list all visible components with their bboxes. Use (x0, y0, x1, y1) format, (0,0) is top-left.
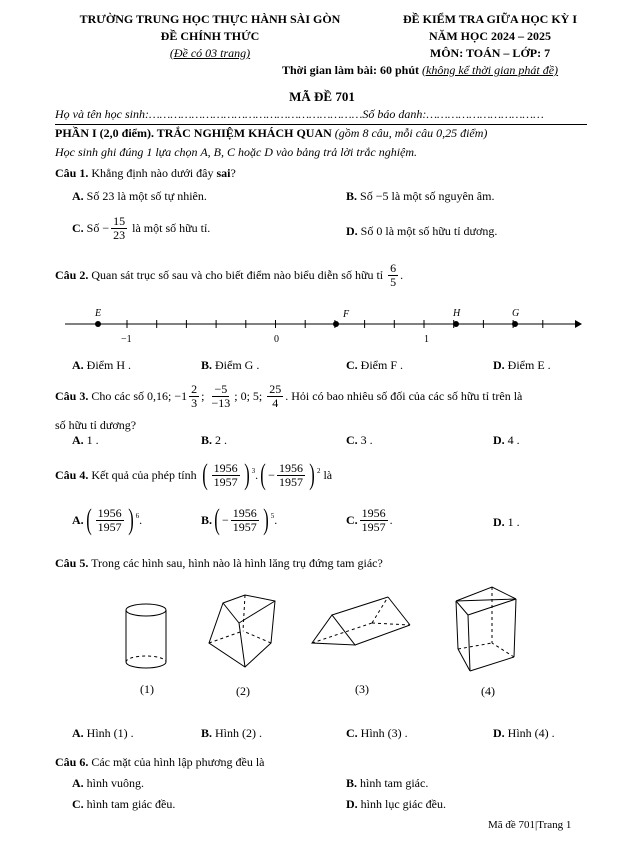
figure-1-label: (1) (140, 682, 154, 696)
divider-line (55, 124, 587, 125)
q1-qmark: ? (230, 166, 236, 180)
figure-cylinder (118, 600, 178, 680)
q6-option-a[interactable]: A. hình vuông. (72, 776, 145, 790)
q3-option-a[interactable]: A. 1 . (72, 433, 99, 447)
figure-2-label: (2) (236, 684, 250, 698)
q1-option-c[interactable]: C. Số − $\frac{15}{23}$ là một số hữu tỉ. (72, 214, 211, 242)
q2-option-d[interactable]: D. Điểm E . (493, 358, 551, 372)
q1-option-d[interactable]: D. Số 0 là một số hữu tỉ dương. (346, 224, 498, 238)
point-f-dot (333, 321, 339, 327)
page-count: (Đề có 03 trang) (169, 46, 251, 60)
point-h-label: H (453, 308, 461, 319)
page-footer: Mã đề 701|Trang 1 (488, 819, 572, 831)
figure-lying-prism (310, 595, 415, 655)
part1-instruction: Học sinh ghi đúng 1 lựa chọn A, B, C hoặc D vào bảng trả lời trắc nghiệm. (55, 145, 418, 159)
q3-fraction-2: $\frac{-5}{-13}$ (211, 382, 231, 410)
q5-option-a[interactable]: A. Hình (1) . (72, 726, 134, 740)
student-id-label: Số báo danh: (362, 107, 427, 121)
time-line (282, 63, 558, 78)
q1-c-fraction: $\frac{15}{23}$ (113, 214, 126, 242)
subject: MÔN: TOÁN – LỚP: 7 (429, 46, 551, 60)
part1-title-line (55, 126, 487, 141)
point-h-dot (453, 321, 459, 327)
q1-number: Câu 1. (55, 166, 89, 180)
number-line (60, 303, 585, 348)
point-e-label: E (95, 308, 102, 319)
q1-emphasis: sai (216, 166, 231, 180)
point-g-dot (512, 321, 518, 327)
time-label: Thời gian làm bài: 60 phút (282, 63, 420, 77)
q1-stem (55, 166, 236, 181)
q5-option-b[interactable]: B. Hình (2) . (201, 726, 263, 740)
figure-4-label: (4) (481, 684, 495, 698)
q6-option-c[interactable]: C. hình tam giác đều. (72, 797, 176, 811)
q4-stem: Câu 4. Kết quả của phép tính ( $\frac{1956}{1957}$ ) $^3$ . ( − $\frac{1956}{1957}$ ) $^2$ là (55, 458, 333, 491)
tick-label-minus-one: −1 (121, 334, 132, 345)
part1-note: (gồm 8 câu, mỗi câu 0,25 điểm) (334, 126, 488, 140)
q1-text: Khẳng định nào dưới đây (91, 166, 214, 180)
q2-stem: Câu 2. Quan sát trục số sau và cho biết điểm nào biểu diễn số hữu tỉ $\frac{6}{5}$ . (55, 261, 404, 289)
q2-option-b[interactable]: B. Điểm G . (201, 358, 260, 372)
q3-option-b[interactable]: B. 2 . (201, 433, 228, 447)
student-name-field[interactable]: …………………………………………………… (148, 107, 363, 121)
tick-label-zero: 0 (274, 334, 279, 345)
q6-option-b[interactable]: B. hình tam giác. (346, 776, 429, 790)
q5-option-c[interactable]: C. Hình (3) . (346, 726, 408, 740)
student-line (55, 107, 544, 122)
q3-line2: số hữu tỉ dương? (55, 418, 137, 432)
official-label: ĐỀ CHÍNH THỨC (160, 29, 260, 43)
time-note: (không kể thời gian phát đề) (422, 63, 559, 77)
figure-upright-prism (448, 585, 528, 680)
q4-term-1: ( $\frac{1956}{1957}$ ) (201, 458, 250, 491)
axis-arrow (575, 320, 582, 328)
school-name: TRƯỜNG TRUNG HỌC THỰC HÀNH SÀI GÒN (79, 12, 341, 26)
school-year: NĂM HỌC 2024 – 2025 (429, 29, 551, 43)
q3-fraction-3: $\frac{25}{4}$ (269, 382, 282, 410)
q4-option-d[interactable]: D. 1 . (493, 515, 520, 529)
q2-option-a[interactable]: A. Điểm H . (72, 358, 131, 372)
q3-fraction-1: $\frac{2}{3}$ (191, 382, 198, 410)
figure-frustum (203, 593, 283, 678)
q6-stem: Câu 6. Các mặt của hình lập phương đều là (55, 755, 265, 769)
q2-option-c[interactable]: C. Điểm F . (346, 358, 404, 372)
point-e-dot (95, 321, 101, 327)
q5-stem: Câu 5. Trong các hình sau, hình nào là hình lăng trụ đứng tam giác? (55, 556, 383, 570)
q2-fraction: $\frac{6}{5}$ (390, 261, 397, 289)
q3-option-d[interactable]: D. 4 . (493, 433, 520, 447)
part1-title: PHẦN I (2,0 điểm). TRẮC NGHIỆM KHÁCH QUAN (55, 126, 332, 140)
point-f-label: F (343, 309, 350, 320)
q1-option-b[interactable]: B. Số −5 là một số nguyên âm. (346, 189, 495, 203)
q1-option-a[interactable]: A. Số 23 là một số tự nhiên. (72, 189, 207, 203)
q3-stem: Câu 3. Cho các số 0,16; −1 $\frac{2}{3}$ ; $\frac{-5}{-13}$ ; 0; 5; $\frac{25}{4}$ . Hỏi có bao nhiêu số đối của các số hữu tỉ trên là (55, 382, 523, 410)
q4-term-2: ( − $\frac{1956}{1957}$ ) (260, 458, 315, 491)
exam-code: MÃ ĐỀ 701 (289, 89, 355, 104)
point-g-label: G (512, 308, 520, 319)
exam-title: ĐỀ KIỂM TRA GIỮA HỌC KỲ I (402, 12, 578, 26)
q4-option-a[interactable]: A. ( $\frac{1956}{1957}$ ) $^6$ . (72, 503, 143, 536)
q4-option-c[interactable]: C. $\frac{1956}{1957}$ . (346, 506, 393, 534)
tick-label-one: 1 (424, 334, 429, 345)
student-name-label: Họ và tên học sinh: (55, 107, 149, 121)
q4-option-b[interactable]: B. ( − $\frac{1956}{1957}$ ) $^5$ . (201, 503, 278, 536)
q5-option-d[interactable]: D. Hình (4) . (493, 726, 555, 740)
figure-3-label: (3) (355, 682, 369, 696)
student-id-field[interactable]: …………………………… (426, 107, 544, 121)
q6-option-d[interactable]: D. hình lục giác đều. (346, 797, 446, 811)
q3-option-c[interactable]: C. 3 . (346, 433, 373, 447)
